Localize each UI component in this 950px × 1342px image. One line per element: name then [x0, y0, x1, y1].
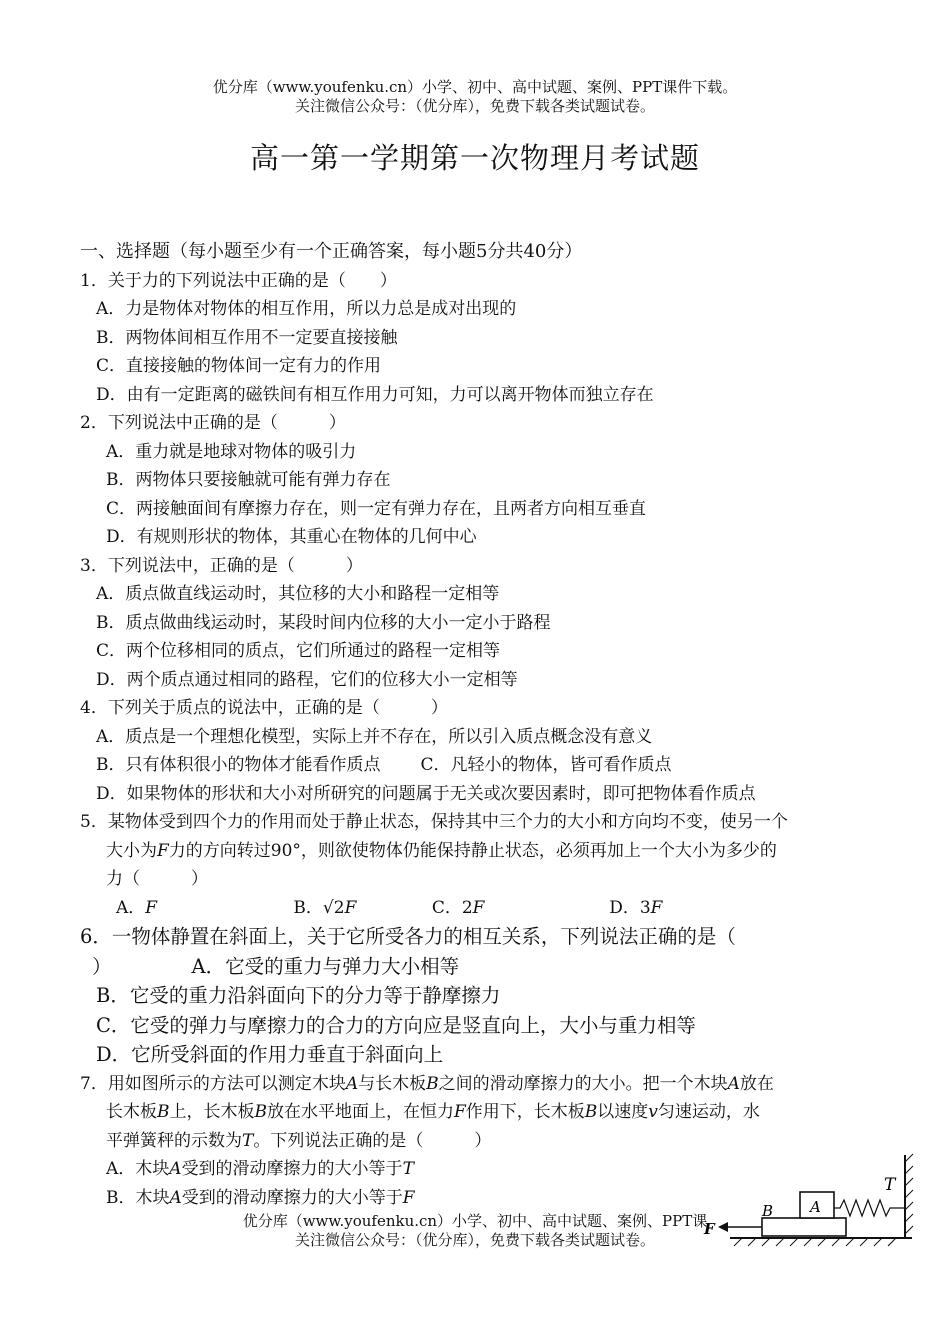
q7-text: 受到的滑动摩擦力的大小等于: [181, 1159, 403, 1179]
var-f: F: [454, 1102, 466, 1122]
var-b: B: [254, 1102, 267, 1122]
q6-option-b: B．它受的重力沿斜面向下的分力等于静摩擦力: [96, 984, 501, 1007]
q7-text: 放在水平地面上，在恒力: [267, 1102, 454, 1122]
header-line-2: 关注微信公众号：（优分库），免费下载各类试题试卷。: [294, 97, 655, 115]
q4-option-b: B．只有体积很小的物体才能看作质点: [96, 755, 381, 775]
q2-option-b: B．两物体只要接触就可能有弹力存在: [106, 470, 391, 490]
q2-option-c: C．两接触面间有摩擦力存在，则一定有弹力存在，且两者方向相互垂直: [106, 498, 647, 519]
q7-text: B．木块: [106, 1187, 170, 1208]
q5-option-d: [609, 894, 662, 923]
var-v: v: [648, 1102, 658, 1122]
label-a: A: [810, 1198, 821, 1216]
footer-line-2: 关注微信公众号：（优分库），免费下载各类试题试卷。: [294, 1231, 655, 1249]
var-a: A: [169, 1159, 182, 1179]
q1-option-c: C．直接接触的物体间一定有力的作用: [96, 356, 382, 376]
q1-stem: 1．关于力的下列说法中正确的是（ ）: [80, 270, 397, 291]
q7-text: 受到的滑动摩擦力的大小等于: [181, 1187, 403, 1208]
var-f: F: [472, 897, 485, 918]
page-title: 高一第一学期第一次物理月考试题: [249, 141, 700, 175]
var-a: A: [169, 1187, 182, 1208]
var-a: A: [727, 1073, 740, 1094]
q1-option-d: D．由有一定距离的磁铁间有相互作用力可知，力可以离开物体而独立存在: [96, 384, 654, 405]
var-f: F: [344, 897, 357, 918]
q3-stem: 3．下列说法中，正确的是（ ）: [80, 555, 363, 576]
q3-option-d: D．两个质点通过相同的路程，它们的位移大小一定相等: [96, 669, 518, 690]
q3-option-a: A．质点做直线运动时，其位移的大小和路程一定相等: [96, 584, 500, 604]
var-f: F: [650, 897, 663, 918]
q7-text: 以速度: [597, 1102, 649, 1122]
q5-line-3: 力（ ）: [106, 869, 208, 889]
label-b: B: [762, 1202, 774, 1220]
var-b: B: [426, 1073, 439, 1094]
label-f: F: [704, 1220, 715, 1238]
q6-paren: ）: [92, 954, 112, 978]
q5-option-b: [293, 894, 426, 923]
q2-option-a: A．重力就是地球对物体的吸引力: [106, 441, 357, 462]
q7-text: 7．用如图所示的方法可以测定木块: [80, 1073, 346, 1094]
q5-option-a: [116, 894, 288, 923]
q6-option-d: D．它所受斜面的作用力垂直于斜面向上: [96, 1043, 444, 1066]
var-t: T: [242, 1130, 254, 1151]
q7-text: 。下列说法正确的是（ ）: [253, 1130, 492, 1151]
option-label: B．: [293, 897, 323, 918]
header-line-1: 优分库（www.youfenku.cn）小学、初中、高中试题、案例、PPT课件下载。: [212, 78, 738, 96]
q5-line-1: 5．某物体受到四个力的作用而处于静止状态，保持其中三个力的大小和方向均不变，使另一个: [80, 812, 788, 832]
exam-content: [80, 238, 880, 1212]
q4-option-c: C．凡轻小的物体，皆可看作质点: [420, 755, 672, 775]
q7-text: 上，长木板: [169, 1102, 255, 1122]
q7-text: 作用下，长木板: [465, 1102, 585, 1122]
var-a: A: [345, 1073, 359, 1094]
q4-stem: 4．下列关于质点的说法中，正确的是（ ）: [80, 698, 448, 718]
q4-option-d: D．如果物体的形状和大小对所研究的问题属于无关或次要因素时，即可把物体看作质点: [96, 783, 756, 804]
option-label: D．3: [609, 897, 651, 918]
var-f: F: [402, 1187, 415, 1208]
q1-option-a: A．力是物体对物体的相互作用，所以力总是成对出现的: [96, 299, 517, 319]
q7-line-2: [80, 1098, 880, 1127]
var-f: F: [145, 897, 158, 918]
q2-option-d: D．有规则形状的物体，其重心在物体的几何中心: [106, 527, 477, 547]
q7-line-1: [80, 1070, 880, 1099]
q3-option-c: C．两个位移相同的质点，它们所通过的路程一定相等: [96, 641, 501, 661]
q5-option-c: [432, 894, 604, 923]
q3-option-b: B．质点做曲线运动时，某段时间内位移的大小一定小于路程: [96, 612, 551, 633]
option-label: C．2: [431, 897, 473, 918]
sqrt-two: √2: [322, 897, 345, 918]
q7-text: 匀速运动，水: [657, 1102, 760, 1122]
q6-line-1: 6．一物体静置在斜面上，关于它所受各力的相互关系，下列说法正确的是（: [80, 925, 736, 948]
section-heading: 一、选择题（每小题至少有一个正确答案，每小题5分共40分）: [80, 241, 583, 262]
q7-text: 之间的滑动摩擦力的大小。把一个木块: [438, 1073, 728, 1094]
q5-text: 大小为: [106, 840, 157, 861]
q7-text: 放在: [739, 1073, 774, 1094]
q6-option-a: A．它受的重力与弹力大小相等: [191, 954, 460, 978]
q5-text: 力的方向转过90°，则欲使物体仍能保持静止状态，必须再加上一个大小为多少的: [168, 840, 777, 861]
var-f: F: [157, 840, 169, 861]
q6-line-2: [80, 952, 880, 982]
q7-text: 平弹簧秤的示数为: [106, 1130, 242, 1151]
q5-options: [80, 894, 880, 923]
q7-text: 与长木板: [358, 1073, 427, 1094]
var-b: B: [157, 1102, 170, 1122]
q5-line-2: [80, 837, 880, 866]
footer-line-1: 优分库（www.youfenku.cn）小学、初中、高中试题、案例、PPT课: [242, 1212, 708, 1230]
q7-text: 长木板: [106, 1102, 157, 1122]
q4-options-bc: [80, 751, 880, 780]
label-t: T: [884, 1175, 896, 1195]
q6-option-c: C．它受的弹力与摩擦力的合力的方向应是竖直向上，大小与重力相等: [96, 1013, 696, 1037]
q1-option-b: B．两物体间相互作用不一定要直接接触: [96, 327, 398, 348]
var-t: T: [402, 1159, 414, 1179]
var-b: B: [584, 1102, 598, 1122]
option-label: A．: [116, 897, 146, 918]
q4-option-a: A．质点是一个理想化模型，实际上并不存在，所以引入质点概念没有意义: [96, 726, 653, 747]
q7-text: A．木块: [106, 1159, 170, 1179]
q2-stem: 2．下列说法中正确的是（ ）: [80, 413, 346, 433]
